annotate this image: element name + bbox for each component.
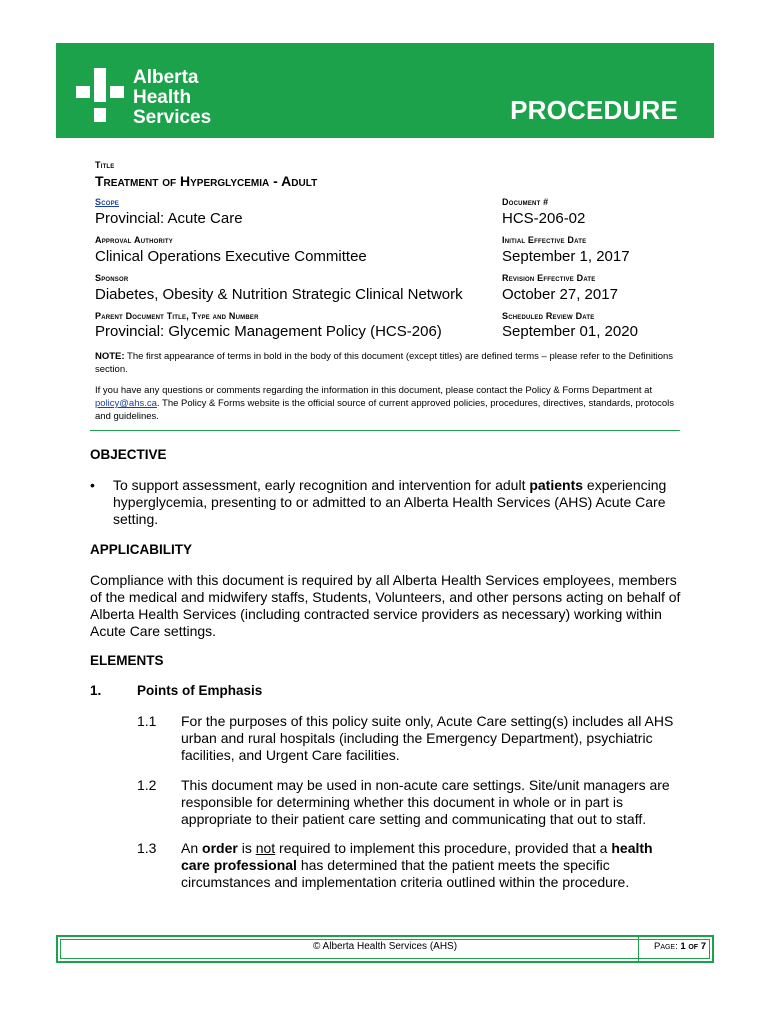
ahs-logo	[76, 67, 256, 128]
item-1-3-post: has determined that the patient meets the specific circumstances and implementation criteria outlined within the procedure.	[181, 857, 630, 890]
item-1-3-pre: An	[181, 840, 203, 856]
objective-text-pre: To support assessment, early recognition and intervention for adult	[113, 477, 530, 493]
contact-note	[95, 384, 685, 423]
section-divider	[90, 430, 680, 431]
section-1-number: 1.	[90, 683, 102, 698]
contact-pre: If you have any questions or comments regarding the information in this document, please contact the Policy & Forms Department at	[95, 385, 653, 396]
scope-label[interactable]: Scope	[95, 197, 120, 207]
document-number-value: HCS-206-02	[502, 210, 586, 227]
section-1-title: Points of Emphasis	[137, 683, 263, 698]
revision-effective-date-value: October 27, 2017	[502, 286, 618, 303]
item-1-2-number: 1.2	[137, 777, 157, 793]
logo-line1: Alberta Health	[133, 67, 199, 108]
page-label: Page:	[653, 941, 678, 952]
notes-block	[95, 350, 685, 431]
item-1-3-mid2: required to implement this procedure, provided that a	[275, 840, 612, 856]
footer-divider	[638, 937, 639, 961]
objective-text-bold: patients	[529, 477, 584, 493]
initial-effective-date-label: Initial Effective Date	[502, 235, 587, 245]
term-order: order	[202, 840, 238, 856]
page-current: 1	[680, 941, 686, 952]
parent-document-label: Parent Document Title, Type and Number	[95, 311, 259, 321]
item-1-3-text	[181, 840, 681, 891]
contact-post: . The Policy & Forms website is the official source of current approved policies, procedures, directives, standards, protocols and guidelines.	[95, 398, 675, 422]
term-health-care-professional: health care professional	[181, 840, 653, 873]
scheduled-review-date-value: September 01, 2020	[502, 323, 638, 340]
objective-heading: OBJECTIVE	[90, 447, 167, 462]
applicability-heading: APPLICABILITY	[90, 542, 193, 557]
elements-heading: ELEMENTS	[90, 653, 164, 668]
emphasis-not: not	[255, 840, 276, 856]
logo-text	[133, 68, 256, 128]
bullet-icon: •	[90, 477, 95, 493]
page-of: of	[688, 941, 699, 952]
page-footer	[56, 935, 714, 963]
page-total: 7	[700, 941, 706, 952]
item-1-1-number: 1.1	[137, 713, 157, 729]
policy-email-link[interactable]: policy@ahs.ca	[95, 398, 157, 409]
scope-value: Provincial: Acute Care	[95, 210, 243, 227]
logo-line2: Services	[133, 107, 212, 128]
definitions-note	[95, 350, 685, 376]
approval-authority-label: Approval Authority	[95, 235, 173, 245]
footer-copyright: © Alberta Health Services (AHS)	[312, 941, 458, 952]
approval-authority-value: Clinical Operations Executive Committee	[95, 248, 367, 265]
document-title: Treatment of Hyperglycemia - Adult	[95, 173, 318, 189]
item-1-1-text: For the purposes of this policy suite only, Acute Care setting(s) includes all AHS urban and rural hospitals (including the Emergency Department), psychiatric facilities, and Urgent Care facilities.	[181, 713, 674, 763]
scheduled-review-date-label: Scheduled Review Date	[502, 311, 595, 321]
item-1-2-text: This document may be used in non-acute care settings. Site/unit managers are responsible for determining whether this document in whole or in part is appropriate to their patient care setting and communicating that out to staff.	[181, 777, 670, 827]
objective-text-post: experiencing hyperglycemia, presenting to or admitted to an Alberta Health Services (AHS) Acute Care setting.	[113, 477, 667, 527]
item-1-3-mid1: is	[237, 840, 256, 856]
objective-text	[113, 477, 683, 528]
applicability-text: Compliance with this document is required by all Alberta Health Services employees, members of the medical and midwifery staffs, Students, Volunteers, and other persons acting on behalf of Alberta Health Services (including contracted service providers as necessary) working within Acute Care settings.	[90, 572, 681, 639]
document-type-title: PROCEDURE	[510, 95, 678, 125]
ahs-cross-icon	[76, 68, 130, 122]
header-banner	[56, 43, 714, 138]
note-bold: NOTE:	[95, 351, 125, 362]
note-text: The first appearance of terms in bold in the body of this document (except titles) are defined terms – please refer to the Definitions section.	[95, 351, 674, 375]
sponsor-value: Diabetes, Obesity & Nutrition Strategic Clinical Network	[95, 286, 463, 303]
sponsor-label: Sponsor	[95, 273, 129, 283]
title-label: Title	[95, 160, 115, 170]
footer-page-number	[654, 941, 706, 952]
initial-effective-date-value: September 1, 2017	[502, 248, 630, 265]
item-1-3-number: 1.3	[137, 840, 157, 856]
parent-document-value: Provincial: Glycemic Management Policy (HCS-206)	[95, 323, 442, 340]
document-number-label: Document #	[502, 197, 549, 207]
revision-effective-date-label: Revision Effective Date	[502, 273, 596, 283]
